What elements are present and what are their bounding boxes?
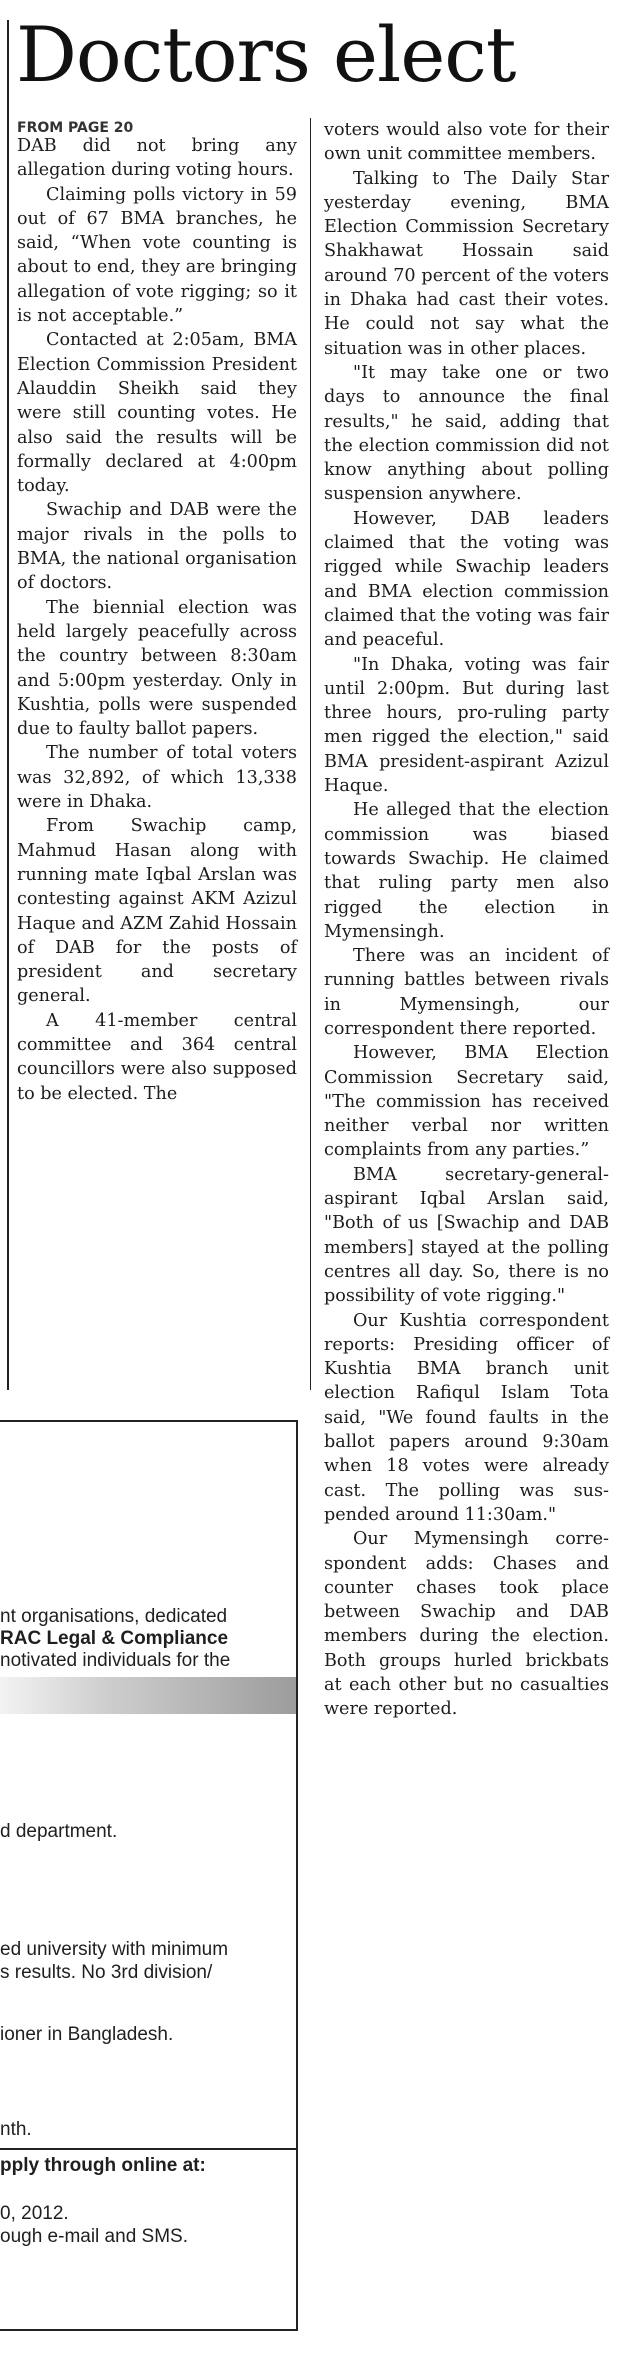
paragraph: However, DAB leaders claimed that the voting was rigged while Swachip leaders and BMA election commission claimed that the voting was fair and peaceful. [324, 508, 609, 651]
ad-text-line: ioner in Bangladesh. [0, 2024, 174, 2045]
paragraph: Contacted at 2:05am, BMA Election Commission President Alauddin Sheikh said they were still counting votes. He also said the results will be formally declared at 4:00pm today. [17, 330, 297, 497]
article-column-1 [17, 134, 297, 1106]
paragraph: Swachip and DAB were the major rivals in the polls to BMA, the national organisation of doctors. [17, 500, 297, 594]
ad-divider [0, 2148, 296, 2150]
paragraph: The number of total voters was 32,892, of which 13,338 were in Dhaka. [17, 743, 297, 813]
paragraph: The biennial election was held largely peacefully across the country between 8:30am and 5:00pm yesterday. Only in Kushtia, polls were suspended due to faulty ballot papers. [17, 597, 297, 740]
paragraph: Claiming polls victory in 59 out of 67 BMA branches, he said, “When vote counting is about to end, they are bringing allegation of vote rigging; so it is not acceptable.” [17, 184, 297, 327]
paragraph: Talking to The Daily Star yesterday evening, BMA Election Commission Secretary Shakhawat Hossain said around 70 percent of the voters in Dhaka had cast their votes. He could not say what the situation was in other places. [324, 168, 609, 359]
paragraph: DAB did not bring any allegation during voting hours. [17, 136, 297, 181]
left-column-rule [7, 20, 9, 1390]
paragraph: "In Dhaka, voting was fair until 2:00pm. But during last three hours, pro-ruling party men rigged the election," said BMA president-aspirant Azizul Haque. [324, 654, 609, 797]
ad-text-line: ed university with minimum [0, 1939, 229, 1960]
ad-text-line: d department. [0, 1821, 118, 1842]
paragraph: From Swachip camp, Mahmud Hasan along with running mate Iqbal Arslan was contesting against AKM Azizul Haque and AZM Zahid Hossain of DAB for the posts of president and secretary general. [17, 816, 297, 1007]
headline: Doctors elect [16, 10, 516, 99]
paragraph: Our Kushtia correspondent reports: Presiding officer of Kushtia BMA branch unit election Rafiqul Islam Tota said, "We found faults in the ballot papers around 9:30am when 18 votes were already cast. The polling was suspended around 11:30am." [324, 1310, 609, 1525]
ad-text-line: nth. [0, 2119, 32, 2140]
paragraph: "It may take one or two days to announce the final results," he said, adding that the election commission did not know anything about polling suspension anywhere. [324, 362, 609, 505]
ad-gradient-band [0, 1677, 296, 1714]
column-divider-rule [310, 118, 311, 1390]
paragraph: He alleged that the election commission was biased towards Swachip. He claimed that ruling party men also rigged the election in Mymensingh. [324, 800, 609, 942]
ad-text-line: s results. No 3rd division/ [0, 1962, 213, 1983]
paragraph: However, BMA Election Commission Secretary said, "The commission has received neither verbal nor written complaints from any parties.” [324, 1043, 609, 1161]
advertisement-border [0, 1420, 298, 2331]
paragraph: A 41-member central committee and 364 central councillors were also supposed to be elected. The [17, 1010, 297, 1104]
paragraph: voters would also vote for their own unit committee members. [324, 120, 609, 165]
ad-text-line: pply through online at: [0, 2155, 206, 2176]
ad-text-line: 0, 2012. [0, 2203, 69, 2224]
ad-text-line: notivated individuals for the [0, 1650, 231, 1671]
ad-text-line: nt organisations, dedicated [0, 1606, 228, 1627]
continued-from-label: FROM PAGE 20 [17, 120, 134, 136]
ad-text-line: ough e-mail and SMS. [0, 2226, 188, 2247]
article-column-2 [324, 118, 609, 1722]
ad-text-line: RAC Legal & Compliance [0, 1628, 229, 1649]
job-advertisement [0, 1420, 300, 2330]
paragraph: BMA secretary-general-aspirant Iqbal Arslan said, "Both of us [Swachip and DAB members] stayed at the polling centres all day. So, there is no possibility of vote rigging." [324, 1164, 609, 1307]
paragraph: Our Mymensingh correspondent adds: Chases and counter chases took place between Swachip and DAB members during the election. Both groups hurled brickbats at each other but no casualties were reported. [324, 1529, 609, 1720]
paragraph: There was an incident of running battles between rivals in Mymensingh, our correspondent there reported. [324, 946, 609, 1039]
